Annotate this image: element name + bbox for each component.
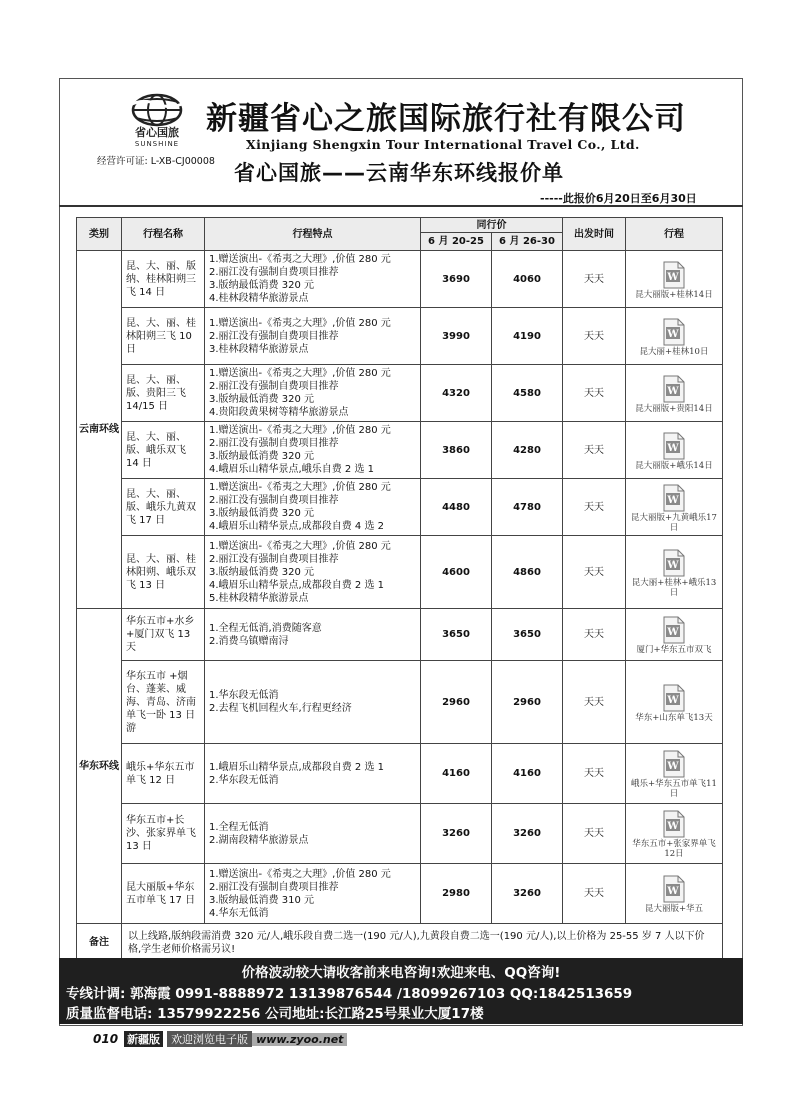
price-jun-26-30: 2960: [492, 661, 563, 744]
feature-line: 2.消费乌镇赠南浔: [209, 635, 289, 647]
itinerary-document-label: 昆大丽版+峨乐14日: [635, 460, 713, 471]
feature-line: 1.峨眉乐山精华景点,成都段自费 2 选 1: [209, 761, 384, 773]
itinerary-document-link[interactable]: [626, 422, 723, 479]
table-row: [77, 479, 723, 536]
route-features: [205, 422, 421, 479]
itinerary-document-link[interactable]: [626, 536, 723, 609]
price-jun-20-25: 2960: [421, 661, 492, 744]
word-document-icon: [662, 875, 686, 903]
header-departure: 出发时间: [563, 218, 626, 251]
feature-line: 1.全程无低消: [209, 821, 269, 833]
logo-text-cn: 省心国旅: [135, 126, 179, 139]
departure-schedule: 天天: [563, 479, 626, 536]
price-jun-20-25: 4600: [421, 536, 492, 609]
svg-text:W: W: [667, 385, 679, 397]
route-features: [205, 864, 421, 924]
feature-line: 2.丽江没有强制自费项目推荐: [209, 495, 339, 506]
feature-line: 4.峨眉乐山精华景点,峨乐自费 2 选 1: [209, 464, 374, 475]
departure-schedule: 天天: [563, 422, 626, 479]
header-category: 类别: [77, 218, 122, 251]
price-jun-20-25: 3260: [421, 804, 492, 864]
departure-schedule: 天天: [563, 864, 626, 924]
route-features: [205, 536, 421, 609]
itinerary-document-link[interactable]: [626, 804, 723, 864]
svg-text:W: W: [667, 761, 679, 772]
route-name: 昆、大、丽、版、贵阳三飞 14/15 日: [122, 365, 205, 422]
itinerary-document-label: 昆大丽版+华五: [644, 904, 704, 914]
category-cell: 华东环线: [77, 609, 122, 924]
departure-schedule: 天天: [563, 308, 626, 365]
price-jun-20-25: 3860: [421, 422, 492, 479]
route-features: [205, 661, 421, 744]
price-jun-26-30: 3260: [492, 864, 563, 924]
itinerary-document-label: 昆大丽+桂林+峨乐13日: [631, 577, 717, 598]
route-name: 昆、大、丽、桂林阳朔、峨乐双飞 13 日: [122, 536, 205, 609]
itinerary-document-label: 昆大丽版+贵阳14日: [635, 403, 713, 414]
feature-line: 4.桂林段精华旅游景点: [209, 293, 309, 304]
header-features: 行程特点: [205, 218, 421, 251]
price-jun-26-30: 4160: [492, 744, 563, 804]
word-document-icon: [662, 616, 686, 644]
price-jun-26-30: 3260: [492, 804, 563, 864]
price-jun-26-30: 3650: [492, 609, 563, 661]
header-peer-price: 同行价: [421, 218, 563, 233]
note-text: 以上线路,版纳段需消费 320 元/人,峨乐段自费二选一(190 元/人),九黄段自费二选一(190 元/人),以上价格为 25-55 岁 7 人以下价格,学生老师价格需另议!: [122, 924, 723, 962]
table-row: [77, 308, 723, 365]
price-jun-20-25: 3990: [421, 308, 492, 365]
logo-text-en: SUNSHINE: [134, 140, 180, 148]
itinerary-document-label: 华东五市+张家界单飞12日: [632, 839, 716, 859]
company-logo: [122, 92, 192, 148]
departure-schedule: 天天: [563, 365, 626, 422]
note-label: 备注: [77, 924, 122, 962]
itinerary-document-link[interactable]: [626, 609, 723, 661]
word-document-icon: [662, 684, 686, 712]
feature-line: 1.赠送演出-《希夷之大理》,价值 280 元: [209, 368, 391, 379]
route-name: 华东五市+水乡+厦门双飞 13 天: [122, 609, 205, 661]
departure-schedule: 天天: [563, 661, 626, 744]
edition-badge: 新疆版: [124, 1031, 163, 1047]
price-jun-20-25: 4480: [421, 479, 492, 536]
feature-line: 4.华东无低消: [209, 907, 269, 919]
route-name: 昆、大、丽、版、峨乐双飞 14 日: [122, 422, 205, 479]
word-document-icon: [662, 810, 686, 838]
feature-line: 2.丽江没有强制自费项目推荐: [209, 267, 339, 278]
price-jun-20-25: 4160: [421, 744, 492, 804]
departure-schedule: 天天: [563, 744, 626, 804]
feature-line: 3.版纳最低消费 320 元: [209, 451, 314, 462]
itinerary-document-link[interactable]: [626, 479, 723, 536]
route-name: 华东五市+长沙、张家界单飞 13 日: [122, 804, 205, 864]
word-document-icon: [662, 318, 686, 346]
svg-text:W: W: [667, 559, 679, 571]
header-itinerary: 行程: [626, 218, 723, 251]
feature-line: 1.赠送演出-《希夷之大理》,价值 280 元: [209, 317, 391, 329]
feature-line: 2.丽江没有强制自费项目推荐: [209, 553, 339, 565]
feature-line: 2.华东段无低消: [209, 774, 279, 786]
svg-text:W: W: [667, 821, 679, 832]
feature-line: 3.版纳最低消费 320 元: [209, 566, 314, 578]
header-route-name: 行程名称: [122, 218, 205, 251]
feature-line: 3.版纳最低消费 320 元: [209, 508, 314, 519]
word-document-icon: [662, 750, 686, 778]
itinerary-document-label: 昆大丽版+桂林14日: [635, 289, 713, 300]
banner-address-line: 质量监督电话: 13579922256 公司地址:长江路25号果业大厦17楼: [66, 1006, 484, 1022]
price-jun-26-30: 4860: [492, 536, 563, 609]
route-name: 昆、大、丽、版纳、桂林阳朔三飞 14 日: [122, 251, 205, 308]
word-document-icon: [662, 375, 686, 403]
route-features: [205, 804, 421, 864]
page-title: 省心国旅——云南华东环线报价单: [234, 161, 564, 185]
itinerary-document-link[interactable]: [626, 864, 723, 924]
feature-line: 2.丽江没有强制自费项目推荐: [209, 330, 339, 342]
feature-line: 2.丽江没有强制自费项目推荐: [209, 381, 339, 392]
departure-schedule: 天天: [563, 251, 626, 308]
table-row: [77, 365, 723, 422]
banner-headline: 价格波动较大请收客前来电咨询!欢迎来电、QQ咨询!: [241, 965, 561, 981]
feature-line: 1.赠送演出-《希夷之大理》,价值 280 元: [209, 425, 391, 436]
feature-line: 2.湖南段精华旅游景点: [209, 834, 309, 846]
page-number: 010: [93, 1032, 119, 1046]
itinerary-document-label: 昆大丽+桂林10日: [639, 346, 709, 357]
feature-line: 4.贵阳段黄果树等精华旅游景点: [209, 407, 349, 418]
company-name-en: Xinjiang Shengxin Tour International Travel Co., Ltd.: [246, 137, 640, 152]
header-divider: [59, 205, 743, 207]
svg-text:W: W: [667, 494, 679, 506]
contact-banner: [59, 958, 743, 1024]
word-document-icon: [662, 549, 686, 577]
price-table: [76, 217, 723, 962]
feature-line: 1.华东段无低消: [209, 690, 279, 701]
feature-line: 3.版纳最低消费 320 元: [209, 394, 314, 405]
itinerary-document-label: 华东+山东单飞13天: [635, 712, 713, 723]
word-document-icon: [662, 484, 686, 512]
price-jun-20-25: 4320: [421, 365, 492, 422]
itinerary-document-label: 厦门+华东五市双飞: [636, 645, 712, 655]
feature-line: 2.丽江没有强制自费项目推荐: [209, 881, 339, 893]
feature-line: 1.赠送演出-《希夷之大理》,价值 280 元: [209, 540, 391, 552]
table-row: [77, 744, 723, 804]
header-price-col2: 6 月 26-30: [492, 233, 563, 251]
page-footer: [93, 1031, 347, 1047]
feature-line: 1.赠送演出-《希夷之大理》,价值 280 元: [209, 868, 391, 880]
table-row: [77, 536, 723, 609]
validity-note: -----此报价6月20日至6月30日: [540, 192, 697, 205]
table-row: [77, 609, 723, 661]
feature-line: 1.赠送演出-《希夷之大理》,价值 280 元: [209, 482, 391, 493]
itinerary-document-link[interactable]: [626, 251, 723, 308]
feature-line: 3.版纳最低消费 320 元: [209, 280, 314, 291]
table-row: [77, 661, 723, 744]
license-number: 经营许可证: L-XB-CJ00008: [97, 156, 215, 167]
feature-line: 2.丽江没有强制自费项目推荐: [209, 438, 339, 449]
table-row: [77, 804, 723, 864]
itinerary-document-link[interactable]: [626, 661, 723, 744]
company-name-cn: 新疆省心之旅国际旅行社有限公司: [206, 101, 686, 137]
price-jun-26-30: 4580: [492, 365, 563, 422]
price-jun-20-25: 3690: [421, 251, 492, 308]
price-jun-26-30: 4060: [492, 251, 563, 308]
itinerary-document-link[interactable]: [626, 365, 723, 422]
word-document-icon: [662, 432, 686, 460]
feature-line: 4.峨眉乐山精华景点,成都段自费 4 选 2: [209, 521, 384, 532]
itinerary-document-link[interactable]: [626, 744, 723, 804]
route-name: 华东五市 +烟台、蓬莱、威海、青岛、济南单飞一卧 13 日游: [122, 661, 205, 744]
route-name: 峨乐+华东五市单飞 12 日: [122, 744, 205, 804]
price-jun-26-30: 4780: [492, 479, 563, 536]
route-features: [205, 479, 421, 536]
feature-line: 4.峨眉乐山精华景点,成都段自费 2 选 1: [209, 579, 384, 591]
svg-text:W: W: [667, 328, 679, 340]
table-row: [77, 422, 723, 479]
category-cell: 云南环线: [77, 251, 122, 609]
route-name: 昆、大、丽、桂林阳朔三飞 10 日: [122, 308, 205, 365]
feature-line: 5.桂林段精华旅游景点: [209, 592, 309, 604]
feature-line: 2.去程飞机回程火车,行程更经济: [209, 703, 352, 714]
table-row: [77, 251, 723, 308]
price-jun-20-25: 3650: [421, 609, 492, 661]
route-features: [205, 308, 421, 365]
svg-text:W: W: [667, 886, 679, 897]
footer-tagline: 欢迎浏览电子版: [167, 1031, 252, 1047]
route-features: [205, 744, 421, 804]
route-name: 昆大丽版+华东五市单飞 17 日: [122, 864, 205, 924]
departure-schedule: 天天: [563, 804, 626, 864]
route-features: [205, 251, 421, 308]
departure-schedule: 天天: [563, 609, 626, 661]
svg-text:W: W: [667, 627, 679, 638]
svg-text:W: W: [667, 694, 679, 706]
table-row: [77, 864, 723, 924]
price-jun-20-25: 2980: [421, 864, 492, 924]
feature-line: 3.版纳最低消费 310 元: [209, 894, 314, 906]
word-document-icon: [662, 261, 686, 289]
price-jun-26-30: 4190: [492, 308, 563, 365]
route-features: [205, 609, 421, 661]
price-jun-26-30: 4280: [492, 422, 563, 479]
feature-line: 1.赠送演出-《希夷之大理》,价值 280 元: [209, 254, 391, 265]
header-price-col1: 6 月 20-25: [421, 233, 492, 251]
svg-text:W: W: [667, 271, 679, 283]
route-features: [205, 365, 421, 422]
itinerary-document-label: 峨乐+华东五市单飞11日: [631, 779, 717, 799]
svg-text:W: W: [667, 442, 679, 454]
feature-line: 1.全程无低消,消费随客意: [209, 622, 322, 634]
feature-line: 3.桂林段精华旅游景点: [209, 343, 309, 355]
itinerary-document-label: 昆大丽版+九黄峨乐17日: [631, 512, 717, 533]
itinerary-document-link[interactable]: [626, 308, 723, 365]
route-name: 昆、大、丽、版、峨乐九黄双飞 17 日: [122, 479, 205, 536]
banner-contact-line: 专线计调: 郭海霞 0991-8888972 13139876544 /18099267103 QQ:1842513659: [66, 986, 633, 1002]
departure-schedule: 天天: [563, 536, 626, 609]
footer-url[interactable]: www.zyoo.net: [252, 1033, 347, 1046]
